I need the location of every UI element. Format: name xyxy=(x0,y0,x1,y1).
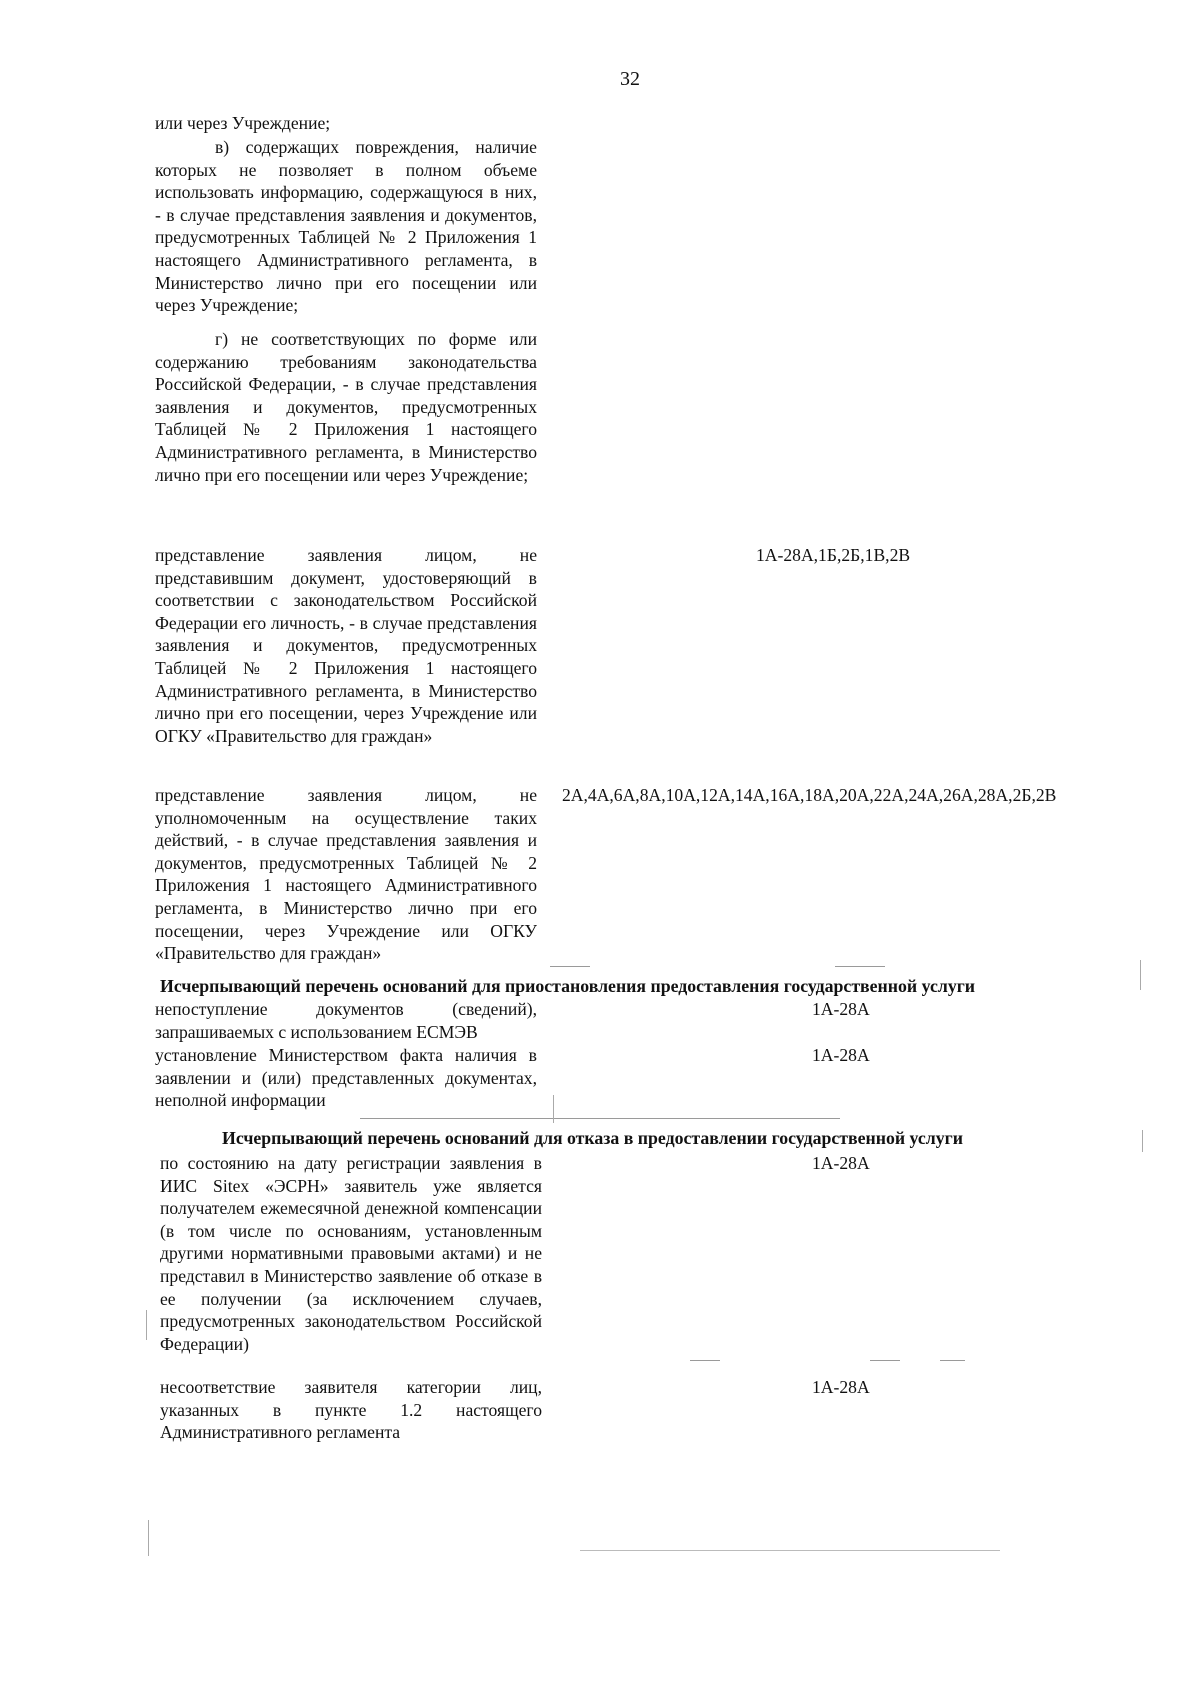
category-codes: 1А-28А xyxy=(812,999,870,1019)
scan-artifact xyxy=(146,1310,147,1340)
scan-artifact xyxy=(553,1095,554,1123)
refusal-reason: по состоянию на дату регистрации заявления в ИИС Sitex «ЭСРН» заявитель уже является получателем ежемесячной денежной компенсации (в том числе по основаниям, установленным другими нормативными правовыми актами) и не представил в Министерство заявление об отказе в ее получении (за исключением случаев, предусмотренных законодательством Российской Федерации) xyxy=(160,1153,542,1354)
paragraph-damaged-documents: в) содержащих повреждения, наличие которых не позволяет в полном объеме использовать информацию, содержащуюся в них, - в случае представления заявления и документов, предусмотренных Таблицей № 2 Приложения 1 настоящего Административного регламента, в Министерство лично при его посещении или через Учреждение; xyxy=(155,137,537,316)
category-codes: 1А-28А xyxy=(812,1045,870,1065)
paragraph-no-identity-document: представление заявления лицом, не представившим документ, удостоверяющий в соответствии с законодательством Российской Федерации его личность, - в случае представления заявления и документов, предусмотренных Таблицей № 2 Приложения 1 настоящего Административного регламента, в Министерство лично при его посещении, через Учреждение или ОГКУ «Правительство для граждан» xyxy=(155,545,537,746)
category-codes: 1А-28А xyxy=(812,1153,870,1173)
scan-artifact xyxy=(1140,960,1141,990)
scan-artifact xyxy=(360,1118,840,1119)
page-number: 32 xyxy=(620,68,640,90)
scan-artifact xyxy=(550,966,590,967)
category-codes: 1А-28А,1Б,2Б,1В,2В xyxy=(756,545,911,565)
scan-artifact xyxy=(690,1360,720,1361)
suspension-reason: непоступление документов (сведений), запрашиваемых с использованием ЕСМЭВ xyxy=(155,999,537,1042)
scan-artifact xyxy=(580,1550,1000,1551)
scan-artifact xyxy=(148,1520,149,1556)
paragraph-through-institution: или через Учреждение; xyxy=(155,113,331,133)
paragraph-unauthorized-person: представление заявления лицом, не уполномоченным на осуществление таких действий, - в случае представления заявления и документов, предусмотренных Таблицей № 2 Приложения 1 настоящего Административного регламента, в Министерство лично при его посещении, через Учреждение или ОГКУ «Правительство для граждан» xyxy=(155,785,537,964)
paragraph-nonconforming-documents: г) не соответствующих по форме или содержанию требованиям законодательства Российской Федерации, - в случае представления заявления и документов, предусмотренных Таблицей № 2 Приложения 1 настоящего Административного регламента, в Министерство лично при его посещении или через Учреждение; xyxy=(155,329,537,485)
category-codes: 1А-28А xyxy=(812,1377,870,1397)
category-codes: 2А,4А,6А,8А,10А,12А,14А,16А,18А,20А,22А,24А,26А,28А,2Б,2В xyxy=(562,785,1057,805)
section-heading-suspension: Исчерпывающий перечень оснований для приостановления предоставления государственной услуги xyxy=(160,976,976,996)
section-heading-refusal: Исчерпывающий перечень оснований для отказа в предоставлении государственной услуги xyxy=(222,1128,963,1148)
scan-artifact xyxy=(940,1360,965,1361)
refusal-reason: несоответствие заявителя категории лиц, указанных в пункте 1.2 настоящего Административного регламента xyxy=(160,1377,542,1443)
suspension-reason: установление Министерством факта наличия в заявлении и (или) представленных документах, неполной информации xyxy=(155,1045,537,1111)
scan-artifact xyxy=(1142,1130,1143,1152)
scan-artifact xyxy=(870,1360,900,1361)
scan-artifact xyxy=(835,966,885,967)
